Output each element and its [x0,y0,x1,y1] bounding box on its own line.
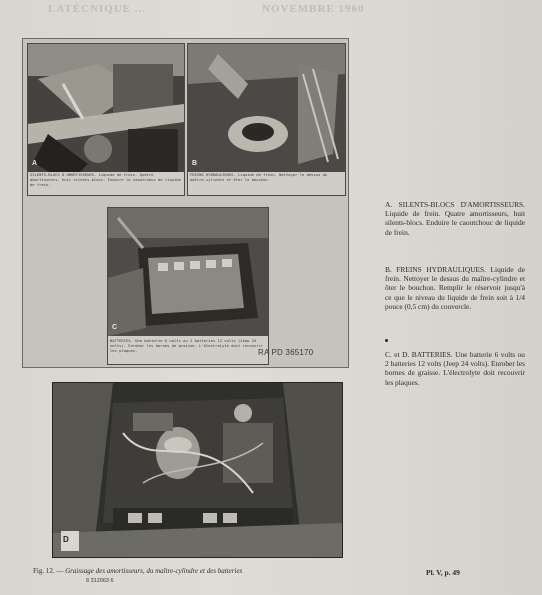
figure-plate [22,38,349,368]
figure-caption-text: Graissage des amortisseurs, du maître-cylindre et des batteries [65,567,243,575]
header-left: LATÉCNIQUE ... [48,3,147,15]
separator-dot [385,339,388,342]
photo-a-letter: A [32,160,38,167]
figure-caption-prefix: Fig. 12. — [33,567,64,575]
text-item-a-body: SILENTS-BLOCS D'AMORTISSEURS. Liquide de frein. Quatre amortisseurs, huit silents-blocs. Enduire le caoutchouc de liquide de frein. [385,200,525,237]
text-item-c-letter: C. et D. [385,350,410,359]
header-right: NOVEMBRE 1960 [262,3,365,15]
page-header [0,3,542,17]
text-item-c [385,350,525,387]
photo-c-letter: C [112,324,118,331]
page-number: Pl. V, p. 49 [426,568,460,577]
text-item-b-letter: B. [385,265,392,274]
text-item-a-letter: A. [385,200,393,209]
photo-d [52,382,343,558]
text-item-b-body: FREINS HYDRAULIQUES. Liquide de frein. Nettoyer le dessus du maître-cylindre et ôter le bouchon. Remplir le réservoir jusqu'à ce que le niveau du liquide de frein soit à 1/4 pouce (0,5 cm) du couvercle. [385,265,525,311]
text-item-a [385,200,525,237]
figure-reference: RA PD 365170 [258,348,314,357]
text-item-b [385,265,525,311]
photo-a-caption: SILENTS-BLOCS D'AMORTISSEURS. Liquide de frein. Quatre amortisseurs, huit silents-blocs. Enduire le caoutchouc de liquide de frein. [30,172,181,187]
photo-c-caption: BATTERIES. Une batterie 6 volts ou 2 batteries 12 volts (Jeep 24 volts). Enrober les bornes de graisse. L'électrolyte doit recouvrir les plaques. [110,338,264,353]
photo-b-caption: FREINS HYDRAULIQUES. Liquide de frein. Nettoyer le dessus du maître-cylindre et ôter le bouchon. [190,172,328,182]
photo-c [107,207,269,365]
text-item-c-body: BATTERIES. Une batterie 6 volts ou 2 batteries 12 volts (Jeep 24 volts). Enrober les bornes de graisse. L'électrolyte doit recouvrir les plaques. [385,350,525,387]
figure-code: 8 312063 6 [86,578,114,584]
photo-b-letter: B [192,160,198,167]
photo-b [187,43,346,196]
figure-caption [33,567,353,576]
photo-a [27,43,185,196]
photo-d-letter: D [63,535,69,544]
